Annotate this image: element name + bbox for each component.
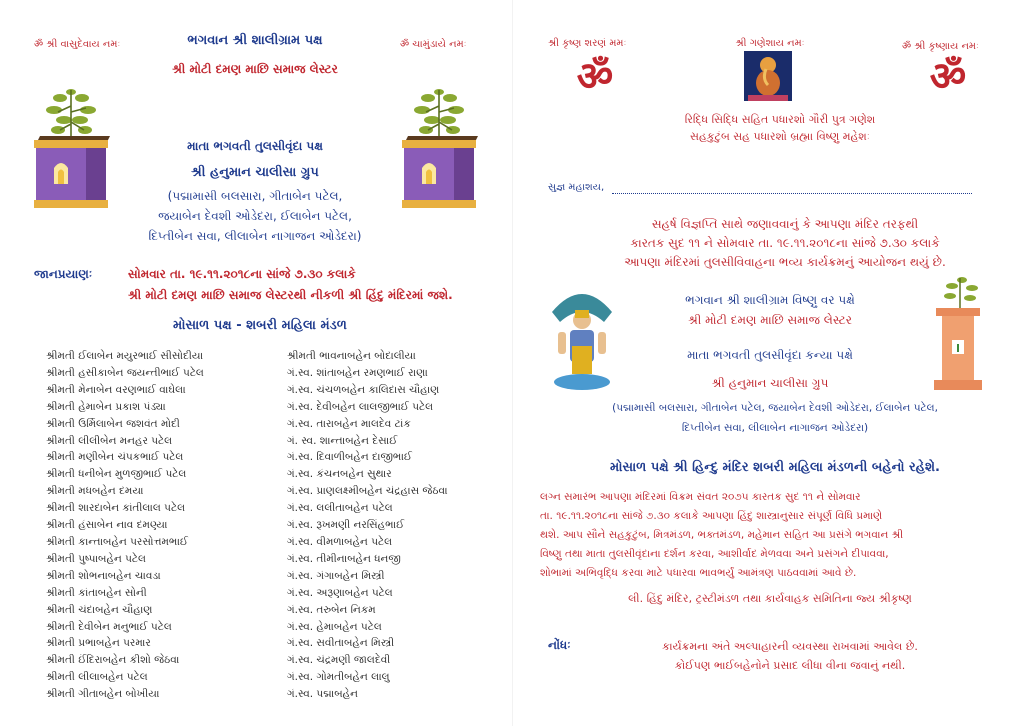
member-name: શ્રીમતી શોભનાબહેન ચાવડા — [46, 569, 161, 582]
body-line: લગ્ન સમારંભ આપણા મંદિરમાં વિક્રમ સંવત ૨૦૭૫ કારતક સુદ ૧૧ ને સોમવાર — [540, 491, 861, 503]
announcement-line: સહર્ષ વિજ્ઞપ્તિ સાથે જણાવવાનું કે આપણા મંદિર તરફથી — [651, 217, 919, 231]
salutation: સુજ્ઞ મહાશય, — [548, 182, 605, 193]
member-name: ગં.સ્વ. પ્રાણલક્ષ્મીબહેન ચંદ્રહાસ જેઠવા — [287, 485, 448, 498]
tulsi-pillar-image — [928, 270, 988, 392]
announcement-line: આપણા મંદિરમાં તુલસીવિવાહના ભવ્ય કાર્યક્રમનું આયોજન થયું છે. — [624, 255, 946, 269]
member-name: શ્રીમતી હંસાબેન નાવ દમણ્યા — [46, 519, 168, 532]
members-line: (પદ્મામાસી બલસારા, ગીતાબેન પટેલ, — [167, 189, 343, 203]
ganesh-mantra: શ્રી ગણેશાય નમઃ — [735, 38, 805, 49]
procession-route: શ્રી મોટી દમણ માછિ સમાજ લેસ્ટરથી નીકળી શ્રી હિંદુ મંદિરમાં જશે. — [128, 288, 453, 302]
signature-line: લી. હિંદુ મંદિર, ટ્રસ્ટીમંડળ તથા કાર્યવાહક સમિતિના જ્ય શ્રીકૃષ્ણ — [628, 592, 912, 605]
member-name: ગં.સ્વ. અરૂણાબહેન પટેલ — [287, 586, 393, 599]
member-name: ગં.સ્વ. હેમાબહેન પટેલ — [287, 620, 382, 633]
shaligram-paksha-title: ભગવાન શ્રી શાલીગ્રામ પક્ષ — [187, 33, 323, 48]
procession-label: જાનપ્રયાણઃ — [34, 267, 93, 281]
om-symbol-right: ॐ — [929, 54, 967, 100]
member-name: શ્રીમતી કાન્તાબહેન પરસોત્તમભાઈ — [46, 535, 188, 548]
member-name: ગં.સ્વ. તરુબેન નિકમ — [287, 603, 376, 616]
member-name: શ્રીમતી લીલીબેન મનહર પટેલ — [46, 434, 173, 447]
note-label: નોંધઃ — [548, 638, 571, 652]
member-name: શ્રીમતી કાંતાબહેન સોની — [46, 586, 147, 599]
vasudeva-mantra: ॐ શ્રી વાસુદેવાય નમઃ — [34, 39, 121, 50]
member-name: ગં.સ્વ. શાંતાબહેન રમણભાઈ રાણા — [287, 366, 428, 379]
names-column-1 — [46, 348, 276, 703]
member-name: ગં.સ્વ. પદ્માબહેન — [287, 688, 358, 701]
member-name: શ્રીમતી મણીબેન ચંપકભાઈ પટેલ — [46, 451, 184, 464]
member-name: ગં.સ્વ. ગોમતીબહેન લાલુ — [287, 671, 390, 684]
member-name: ગં.સ્વ. દિવાળીબહેન દાજીભાઈ — [287, 451, 412, 464]
member-name: શ્રીમતી પુષ્પાબહેન પટેલ — [46, 552, 146, 565]
member-name: ગં. સ્વ. શાન્તાબહેન દેસાઈ — [287, 434, 398, 447]
member-name: શ્રીમતી શારદાબેન કાંતીલાલ પટેલ — [46, 502, 186, 515]
member-name: શ્રીમતી મધબહેન દમયા — [46, 485, 144, 498]
member-name: ગં.સ્વ. ગંગાબહેન મિસ્ત્રી — [287, 569, 385, 582]
member-name: ગં.સ્વ. વીમળાબહેન પટેલ — [287, 535, 393, 548]
mosal-line: મોસાળ પક્ષે શ્રી હિન્દુ મંદિર શબરી મહિલા મંડળની બહેનો રહેશે. — [610, 460, 940, 475]
groom-side-line-2: શ્રી મોટી દમણ માછિ સમાજ લેસ્ટર — [688, 313, 852, 327]
bride-side-title: માતા ભગવતી તુલસીવૃંદા પક્ષ — [187, 139, 323, 153]
body-line: વિષ્ણુ તથા માતા તુલસીવૃંદાના દર્શન કરવા, આશીર્વાદ મેળવવા અને પ્રસંગને દીપાવવા, — [540, 548, 889, 560]
page-fold — [512, 0, 513, 726]
body-line: શોભામાં અભિવૃદ્ધિ કરવા માટે પધારવા ભાવભર્યું આમંત્રણ પાઠવવામાં આવે છે. — [540, 567, 857, 579]
member-name: ગં.સ્વ. લલીતાબહેન પટેલ — [287, 502, 393, 515]
krishnaya-mantra: ॐ શ્રી કૃષ્ણાય નમઃ — [902, 41, 979, 52]
name-blank-line — [612, 193, 972, 194]
announcement-line: કારતક સુદ ૧૧ ને સોમવાર તા. ૧૯.૧૧.૨૦૧૮ના સાંજે ૭.૩૦ કલાકે — [630, 236, 940, 250]
member-name: શ્રીમતી ભાવનાબહેન બોદાલીયા — [287, 350, 416, 362]
members-line-right-1: (પદ્મામાસી બલસારા, ગીતાબેન પટેલ, જયાબેન દેવશી ઓડેદરા, ઈલાબેન પટેલ, — [612, 402, 938, 414]
tulsi-pot-right-image — [398, 72, 480, 212]
procession-time: સોમવાર તા. ૧૯.૧૧.૨૦૧૮ના સાંજે ૭.૩૦ કલાકે — [128, 267, 356, 281]
member-name: શ્રીમતી ગીતાબહેન બોખીયા — [46, 688, 160, 701]
member-name: શ્રીમતી ઈંદિરાબહેન કીશો જેઠવા — [46, 654, 180, 667]
krishna-sharanam-mantra: શ્રી કૃષ્ણ શરણં મમઃ — [548, 38, 627, 49]
tulsi-pot-left-image — [30, 72, 112, 212]
vishnu-image — [548, 282, 616, 392]
groom-side-line-1: ભગવાન શ્રી શાલીગ્રામ વિષ્ણુ વર પક્ષે — [685, 293, 855, 307]
members-line-right-2: દિપ્તીબેન સવા, લીલાબેન નાગાજન ઓડેદરા) — [681, 422, 869, 434]
member-name: ગં.સ્વ. ચંદ્રમણી જાલદેવી — [287, 654, 391, 667]
member-name: શ્રીમતી દેવીબેન મનુભાઈ પટેલ — [46, 620, 172, 633]
om-symbol-left: ॐ — [576, 54, 614, 100]
member-name: શ્રીમતી પ્રભાબહેન પરમાર — [46, 637, 151, 650]
member-name: ગં.સ્વ. તીમીનાબહેન ધનજી — [287, 552, 401, 565]
member-name: ગં.સ્વ. દેવીબહેન લાલજીભાઈ પટેલ — [287, 400, 434, 413]
member-name: શ્રીમતી લીલાબહેન પટેલ — [46, 671, 148, 684]
announcement — [560, 215, 1010, 272]
samaj-subtitle: શ્રી મોટી દમણ માછિ સમાજ લેસ્ટર — [172, 62, 338, 76]
body-line: થશે. આપ સૌને સહકુટુંબ, મિત્રમંડળ, ભક્તમંડળ, મહેમાન સહિત આ પ્રસંગે ભગવાન શ્રી — [540, 529, 904, 541]
members-line: જયાબેન દેવશી ઓડેદરા, ઈલાબેન પટેલ, — [158, 209, 352, 223]
note-line-2: કોઈપણ ભાઈબહેનોને પ્રસાદ લીધા વીના જવાનું નથી. — [674, 659, 906, 672]
member-name: શ્રીમતી ઉર્મિલાબેન જશવંત મોદી — [46, 417, 180, 430]
member-name: શ્રીમતી ધનીબેન મુળજીભાઈ પટેલ — [46, 468, 187, 481]
member-name: શ્રીમતી મેનાબેન વરણભાઈ વાઘેલા — [46, 383, 186, 396]
member-name: ગં.સ્વ. તારાબહેન માલદેવ ટાંક — [287, 417, 411, 430]
member-name: ગં.સ્વ. કંચનબહેન સુથાર — [287, 468, 392, 481]
member-name: શ્રીમતી ચંદાબહેન ચૌહાણ — [46, 603, 153, 616]
chamunda-mantra: ॐ ચામુંડાયે નમઃ — [400, 39, 467, 50]
member-name: શ્રીમતી ઈલાબેન મયુરભાઈ સીસોદીયા — [46, 350, 204, 362]
mosal-heading: મોસાળ પક્ષ - શબરી મહિલા મંડળ — [173, 318, 347, 333]
group-name: શ્રી હનુમાન ચાલીસા ગ્રુપ — [191, 165, 319, 180]
member-name: ગં.સ્વ. રૂખમણી નરસિંહભાઈ — [287, 519, 405, 532]
names-column-2 — [287, 348, 507, 703]
blessing-line-2: સહકુટુંબ સહ પધારશો બ્રહ્મા વિષ્ણુ મહેશઃ — [690, 130, 870, 143]
ganesh-image — [744, 51, 792, 101]
member-name: શ્રીમતી હસીકાબેન જયન્તીભાઈ પટેલ — [46, 366, 204, 379]
members-line: દિપ્તીબેન સવા, લીલાબેન નાગાજન ઓડેદરા) — [148, 229, 362, 243]
note-line-1: કાર્યક્રમના અંતે અલ્પાહારની વ્યવસ્થા રાખવામાં આવેલ છે. — [662, 640, 918, 653]
bride-side-line: માતા ભગવતી તુલસીવૃંદા કન્યા પક્ષે — [687, 348, 853, 362]
blessing-line-1: રિદ્ધિ સિદ્ધિ સહિત પધારશો ગૌરી પુત્ર ગણેશ — [684, 113, 876, 126]
member-name: શ્રીમતી હેમાબેન પ્રકાશ પંડ્યા — [46, 400, 166, 413]
invitation-body — [540, 488, 1000, 583]
group-members — [110, 186, 400, 246]
body-line: તા. ૧૯.૧૧.૨૦૧૮ના સાંજે ૭.૩૦ કલાકે આપણા હિંદુ શાસ્ત્રાનુસાર સંપૂર્ણ વિધિ પ્રમાણે — [540, 510, 883, 522]
member-name: ગં.સ્વ. ચંચળબહેન કાલિદાસ ચૌહાણ — [287, 383, 440, 396]
member-name: ગં.સ્વ. સવીતાબહેન મિસ્ત્રી — [287, 637, 395, 650]
group-name-right: શ્રી હનુમાન ચાલીસા ગ્રુપ — [711, 376, 829, 390]
